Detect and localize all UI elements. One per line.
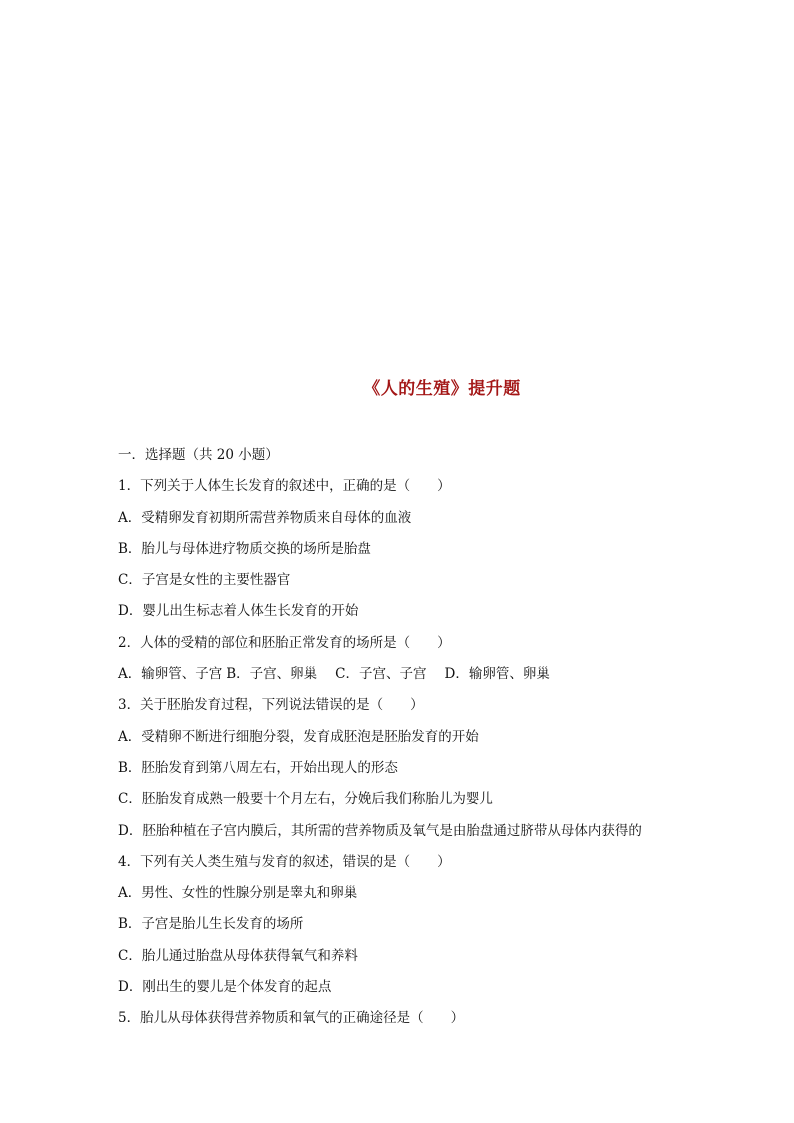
document-title: 《人的生殖》提升题 [363,379,521,399]
question-stem: 3．关于胚胎发育过程，下列说法错误的是（ ） [118,697,424,714]
question-option: D．胚胎种植在子宫内膜后，其所需的营养物质及氧气是由胎盘通过脐带从母体内获得的 [118,822,642,839]
question-option: B．子宫是胎儿生长发育的场所 [118,916,304,933]
question-option: A．受精卵不断进行细胞分裂，发育成胚泡是胚胎发育的开始 [118,728,479,745]
question-option: C．胎儿通过胎盘从母体获得氧气和养料 [118,947,358,964]
section-heading: 一．选择题（共 20 小题） [118,447,279,463]
inline-options-row [118,663,738,694]
question-option: D．输卵管、卵巢 [444,666,550,683]
question-option: D．刚出生的婴儿是个体发育的起点 [118,979,332,996]
question-option: D．婴儿出生标志着人体生长发育的开始 [118,603,359,620]
question-list [118,444,738,1039]
question-option: A．男性、女性的性腺分别是睾丸和卵巢 [118,885,358,902]
question-option: C．子宫、子宫 [335,666,427,683]
question-stem: 5．胎儿从母体获得营养物质和氧气的正确途径是（ ） [118,1010,465,1027]
question-stem: 4．下列有关人类生殖与发育的叙述，错误的是（ ） [118,853,451,870]
question-option: A．输卵管、子宫 [118,666,223,683]
question-option: B．子宫、卵巢 [226,666,318,683]
question-option: C．子宫是女性的主要性器官 [118,572,291,589]
question-option: C．胚胎发育成熟一般要十个月左右，分娩后我们称胎儿为婴儿 [118,791,493,808]
question-stem: 2．人体的受精的部位和胚胎正常发育的场所是（ ） [118,634,451,651]
question-option: B．胎儿与母体进疗物质交换的场所是胎盘 [118,540,371,557]
question-option: B．胚胎发育到第八周左右，开始出现人的形态 [118,759,398,776]
question-stem: 1．下列关于人体生长发育的叙述中，正确的是（ ） [118,478,451,495]
question-option: A．受精卵发育初期所需营养物质来自母体的血液 [118,509,412,526]
